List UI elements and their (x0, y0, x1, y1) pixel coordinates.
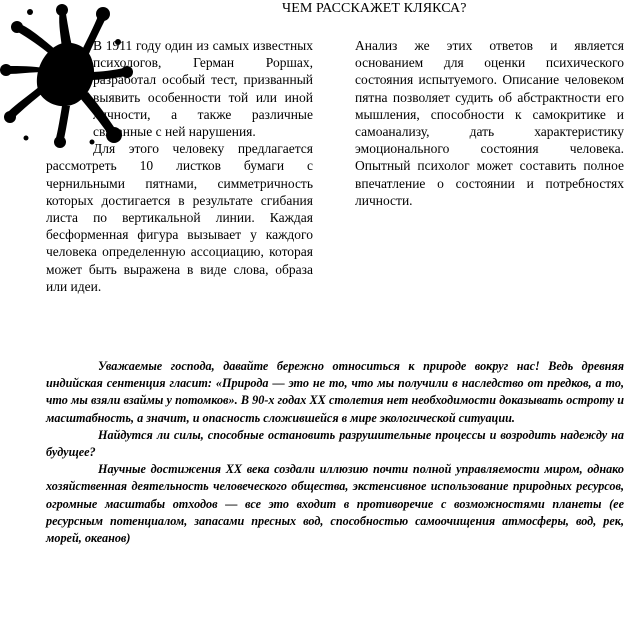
italic-paragraph-2: Найдутся ли силы, способные остановить разрушительные процессы и возродить надежду на будущее? (46, 427, 624, 460)
left-paragraph-2: Для этого человеку предлагается рассмотреть 10 листков бумаги с чернильными пятнами, симметричность которых достигается в результате сгибания листа по вертикальной линии. Каждая бесформенная фигура вызывает у каждого человека определенную ассоциацию, которая может быть выражена в виде слова, образа или идеи. (46, 141, 313, 294)
blot-spacer (0, 37, 93, 157)
left-paragraph-1: В 1911 году один из самых известных психологов, Герман Роршах, разработал особый тест, призванный выявить особенности той или иной личности, а также различные связанные с ней нарушения. (93, 38, 313, 140)
italic-paragraph-3: Научные достижения XX века создали иллюзию почти полной управляемости миром, однако хозяйственная деятельность человеческого общества, экстенсивное использование природных ресурсов, огромные масштабы отходов — все это входит в противоречие с возможностями планеты (ее ресурсным потенциалом, запасами пресных вод, способностью самоочищения атмосферы, вод, рек, морей, океанов) (46, 462, 624, 546)
left-column (46, 37, 313, 295)
page-title: ЧЕМ РАССКАЖЕТ КЛЯКСА? (282, 1, 467, 16)
right-paragraph-1: Анализ же этих ответов и является основанием для оценки психического состояния испытуемого. Описание человеком пятна позволяет судить об абстрактности его мышления, способности к самокритике и самоанализу, дать характеристику эмоционального состояния человека. Опытный психолог может составить полное впечатление о состоянии и потребностях личности. (355, 38, 624, 208)
italic-section (46, 358, 624, 547)
right-column (355, 37, 624, 209)
italic-paragraph-1: Уважаемые господа, давайте бережно относиться к природе вокруг нас! Ведь древняя индийская сентенция гласит: «Природа — это не то, что мы получили в наследство от предков, а то, что мы взяли взаймы у потомков». В 90-х годах XX столетия нет необходимости доказывать остроту и масштабность, а значит, и опасность сложившейся в мире экологической ситуации. (46, 359, 624, 425)
